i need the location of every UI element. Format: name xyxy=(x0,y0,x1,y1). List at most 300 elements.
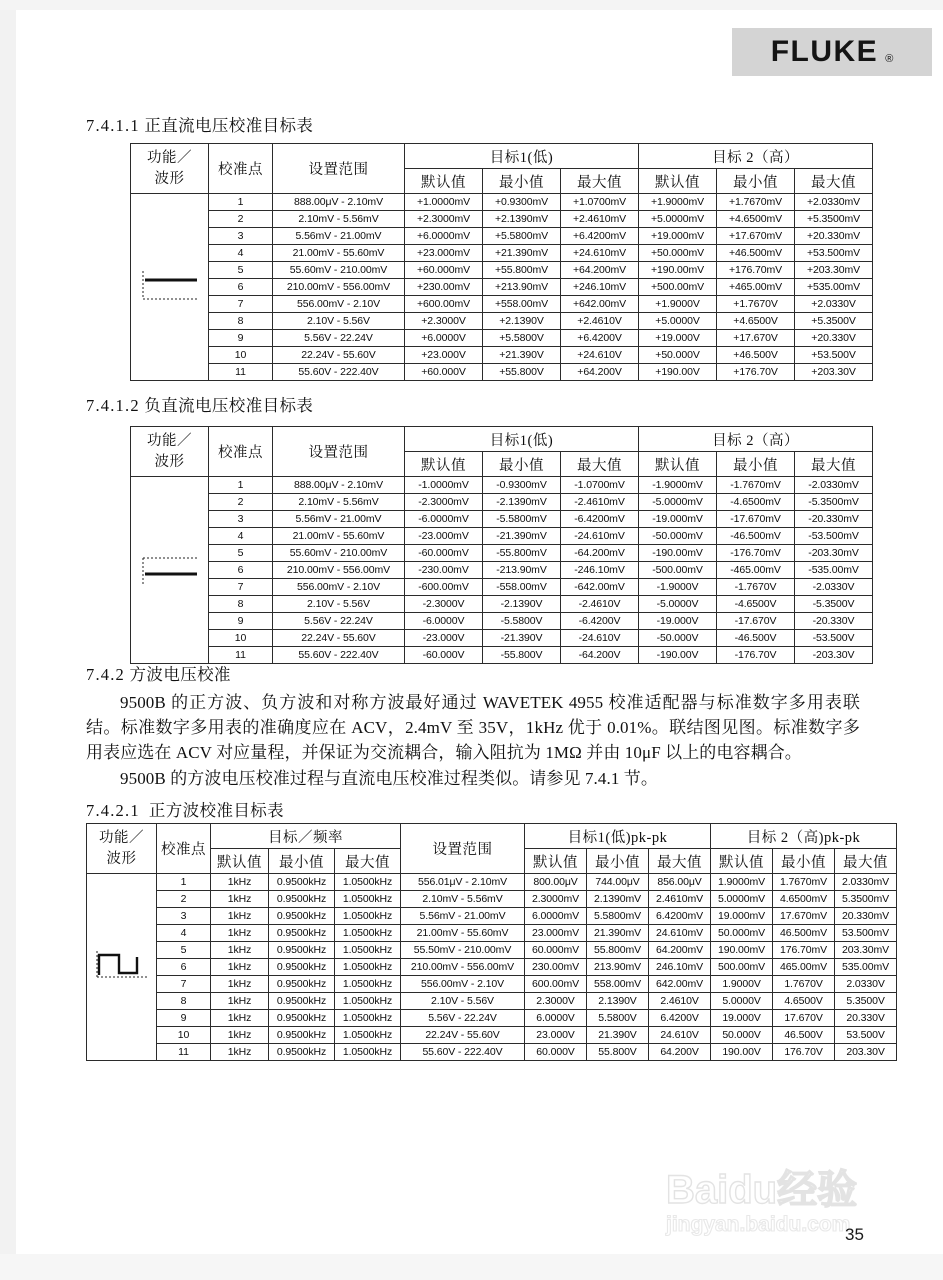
heading-7-4-1-1-title: 正直流电压校准目标表 xyxy=(144,116,314,135)
table-row xyxy=(131,596,873,613)
heading-7-4-1-2 xyxy=(86,392,313,416)
th-function-waveform xyxy=(131,144,209,194)
cell-t2-max: +5.3500V xyxy=(795,313,873,330)
th-target2-high-pkpk: 目标 2（高)pk-pk xyxy=(711,824,897,849)
cell-t1-max: -2.4610V xyxy=(561,596,639,613)
cell-t2-default: -1.9000V xyxy=(639,579,717,596)
cell-t1-max: 64.200mV xyxy=(649,942,711,959)
cell-t2-default: -19.000V xyxy=(639,613,717,630)
cell-t2-default: -5.0000V xyxy=(639,596,717,613)
cell-t2-max: 2.0330V xyxy=(835,976,897,993)
cell-t1-min: +5.5800V xyxy=(483,330,561,347)
cell-t2-max: -53.500V xyxy=(795,630,873,647)
cell-range: 22.24V - 55.60V xyxy=(401,1027,525,1044)
cell-t2-default: -50.000mV xyxy=(639,528,717,545)
cell-t2-min: +17.670V xyxy=(717,330,795,347)
paragraph-square-wave-process-text: 9500B 的方波电压校准过程与直流电压校准过程类似。请参见 7.4.1 节。 xyxy=(120,769,658,788)
th-target2-high: 目标 2（高） xyxy=(639,144,873,169)
heading-7-4-2-1-number: 7.4.2.1 xyxy=(86,801,140,820)
cell-range: 888.00μV - 2.10mV xyxy=(273,194,405,211)
cell-t1-default: -23.000mV xyxy=(405,528,483,545)
cell-t2-default: +190.00mV xyxy=(639,262,717,279)
cell-t2-min: +1.7670mV xyxy=(717,194,795,211)
cell-freq-min: 0.9500kHz xyxy=(269,1027,335,1044)
cell-t2-max: 53.500mV xyxy=(835,925,897,942)
table-row xyxy=(87,942,897,959)
table-row xyxy=(131,562,873,579)
cell-t2-min: +176.70mV xyxy=(717,262,795,279)
th-t1-default: 默认值 xyxy=(405,452,483,477)
cell-range: 55.60V - 222.40V xyxy=(273,647,405,664)
cell-t1-default: 230.00mV xyxy=(525,959,587,976)
cell-t2-default: 1.9000mV xyxy=(711,874,773,891)
cell-t2-max: +5.3500mV xyxy=(795,211,873,228)
cell-t2-min: +46.500V xyxy=(717,347,795,364)
cell-t1-default: -2.3000V xyxy=(405,596,483,613)
th-freq-default: 默认值 xyxy=(211,849,269,874)
cell-freq-max: 1.0500kHz xyxy=(335,891,401,908)
negative-dc-table-body xyxy=(131,477,873,664)
cell-t1-max: 2.4610V xyxy=(649,993,711,1010)
cell-t1-min: +0.9300mV xyxy=(483,194,561,211)
heading-7-4-2-title: 方波电压校准 xyxy=(129,665,231,684)
cell-t1-min: -0.9300mV xyxy=(483,477,561,494)
cell-t2-default: 190.00mV xyxy=(711,942,773,959)
cell-t1-default: +600.00mV xyxy=(405,296,483,313)
th-t2-min: 最小值 xyxy=(773,849,835,874)
cell-t1-default: +23.000V xyxy=(405,347,483,364)
cell-t2-min: +176.70V xyxy=(717,364,795,381)
table-row xyxy=(87,1044,897,1061)
cell-freq-min: 0.9500kHz xyxy=(269,1044,335,1061)
cell-t1-min: -2.1390V xyxy=(483,596,561,613)
cell-t2-min: 465.00mV xyxy=(773,959,835,976)
positive-square-wave-calibration-table xyxy=(86,823,897,1061)
square-wave-table-body xyxy=(87,874,897,1061)
positive-dc-level-icon xyxy=(131,194,209,381)
positive-square-wave-icon xyxy=(87,874,157,1061)
cell-range: 5.56mV - 21.00mV xyxy=(273,511,405,528)
cell-t2-max: -5.3500mV xyxy=(795,494,873,511)
table-row xyxy=(131,313,873,330)
cell-t2-default: 1.9000V xyxy=(711,976,773,993)
cell-t2-default: 19.000V xyxy=(711,1010,773,1027)
cell-cal-point: 2 xyxy=(157,891,211,908)
th-function-waveform-line1: 功能／ xyxy=(147,432,192,449)
cell-cal-point: 3 xyxy=(209,228,273,245)
cell-t2-default: -190.00mV xyxy=(639,545,717,562)
cell-t1-min: -2.1390mV xyxy=(483,494,561,511)
table-row xyxy=(87,925,897,942)
cell-range: 556.00mV - 2.10V xyxy=(401,976,525,993)
cell-t2-min: -4.6500mV xyxy=(717,494,795,511)
th-t1-default: 默认值 xyxy=(405,169,483,194)
th-t2-max: 最大值 xyxy=(835,849,897,874)
table-row xyxy=(87,874,897,891)
cell-freq-default: 1kHz xyxy=(211,874,269,891)
cell-t2-default: -5.0000mV xyxy=(639,494,717,511)
cell-t2-min: -176.70mV xyxy=(717,545,795,562)
page-edge-left xyxy=(0,0,16,1280)
cell-t1-default: -23.000V xyxy=(405,630,483,647)
cell-t2-max: +53.500mV xyxy=(795,245,873,262)
cell-freq-default: 1kHz xyxy=(211,925,269,942)
negative-dc-level-icon xyxy=(131,477,209,664)
cell-range: 55.60mV - 210.00mV xyxy=(273,262,405,279)
cell-t1-default: +60.000mV xyxy=(405,262,483,279)
table-row xyxy=(131,364,873,381)
cell-cal-point: 5 xyxy=(209,262,273,279)
cell-t2-max: -20.330mV xyxy=(795,511,873,528)
cell-range: 5.56V - 22.24V xyxy=(273,330,405,347)
th-t2-default: 默认值 xyxy=(711,849,773,874)
cell-t1-min: -213.90mV xyxy=(483,562,561,579)
th-t2-max: 最大值 xyxy=(795,452,873,477)
cell-t1-default: -6.0000mV xyxy=(405,511,483,528)
heading-7-4-2-1-title: 正方波校准目标表 xyxy=(148,801,285,820)
cell-range: 556.00mV - 2.10V xyxy=(273,579,405,596)
th-cal-point: 校准点 xyxy=(209,144,273,194)
cell-t2-max: +20.330V xyxy=(795,330,873,347)
cell-cal-point: 5 xyxy=(209,545,273,562)
cell-range: 21.00mV - 55.60mV xyxy=(273,245,405,262)
cell-t1-min: -21.390V xyxy=(483,630,561,647)
cell-t1-default: 2.3000mV xyxy=(525,891,587,908)
cell-t2-min: -4.6500V xyxy=(717,596,795,613)
cell-t1-max: +246.10mV xyxy=(561,279,639,296)
cell-t1-max: 6.4200V xyxy=(649,1010,711,1027)
cell-t1-default: -2.3000mV xyxy=(405,494,483,511)
cell-t2-max: +20.330mV xyxy=(795,228,873,245)
cell-range: 888.00μV - 2.10mV xyxy=(273,477,405,494)
cell-range: 210.00mV - 556.00mV xyxy=(273,279,405,296)
cell-t1-max: -64.200V xyxy=(561,647,639,664)
cell-t1-min: -55.800mV xyxy=(483,545,561,562)
th-function-waveform-line2: 波形 xyxy=(154,170,185,187)
cell-t2-default: -1.9000mV xyxy=(639,477,717,494)
table-row xyxy=(87,908,897,925)
cell-t1-default: 600.00mV xyxy=(525,976,587,993)
cell-freq-default: 1kHz xyxy=(211,1044,269,1061)
cell-cal-point: 11 xyxy=(157,1044,211,1061)
th-t1-min: 最小值 xyxy=(483,169,561,194)
cell-cal-point: 7 xyxy=(209,296,273,313)
cell-cal-point: 9 xyxy=(209,330,273,347)
cell-freq-default: 1kHz xyxy=(211,891,269,908)
cell-t2-min: 1.7670mV xyxy=(773,874,835,891)
cell-t1-default: 60.000mV xyxy=(525,942,587,959)
cell-freq-max: 1.0500kHz xyxy=(335,908,401,925)
th-t2-min: 最小值 xyxy=(717,452,795,477)
cell-cal-point: 1 xyxy=(209,477,273,494)
cell-t2-default: 19.000mV xyxy=(711,908,773,925)
cell-t2-max: 20.330V xyxy=(835,1010,897,1027)
cell-range: 556.00mV - 2.10V xyxy=(273,296,405,313)
cell-t2-default: 5.0000mV xyxy=(711,891,773,908)
fluke-logo-text: FLUKE xyxy=(770,35,879,68)
cell-cal-point: 3 xyxy=(157,908,211,925)
table-row xyxy=(131,477,873,494)
cell-range: 55.50mV - 210.00mV xyxy=(401,942,525,959)
table-row xyxy=(87,959,897,976)
cell-t1-default: +6.0000mV xyxy=(405,228,483,245)
cell-cal-point: 9 xyxy=(209,613,273,630)
table-row xyxy=(131,347,873,364)
table-row xyxy=(131,245,873,262)
cell-t2-min: +1.7670V xyxy=(717,296,795,313)
cell-t1-max: +64.200mV xyxy=(561,262,639,279)
cell-t2-default: -50.000V xyxy=(639,630,717,647)
th-cal-point: 校准点 xyxy=(209,427,273,477)
cell-freq-max: 1.0500kHz xyxy=(335,1044,401,1061)
cell-t2-min: -1.7670V xyxy=(717,579,795,596)
cell-t2-max: -53.500mV xyxy=(795,528,873,545)
cell-t2-min: -17.670V xyxy=(717,613,795,630)
cell-t1-max: +2.4610V xyxy=(561,313,639,330)
cell-t1-min: +558.00mV xyxy=(483,296,561,313)
cell-range: 210.00mV - 556.00mV xyxy=(401,959,525,976)
table-row xyxy=(131,528,873,545)
page-edge-bottom xyxy=(0,1254,943,1280)
cell-freq-default: 1kHz xyxy=(211,993,269,1010)
cell-t1-max: -6.4200V xyxy=(561,613,639,630)
cell-t1-min: +5.5800mV xyxy=(483,228,561,245)
cell-t1-min: 2.1390V xyxy=(587,993,649,1010)
th-setting-range: 设置范围 xyxy=(273,427,405,477)
cell-range: 5.56V - 22.24V xyxy=(273,613,405,630)
cell-cal-point: 2 xyxy=(209,494,273,511)
th-t1-max: 最大值 xyxy=(561,169,639,194)
cell-freq-min: 0.9500kHz xyxy=(269,925,335,942)
cell-t1-default: -600.00mV xyxy=(405,579,483,596)
cell-freq-min: 0.9500kHz xyxy=(269,874,335,891)
table-row xyxy=(131,494,873,511)
cell-t2-max: 535.00mV xyxy=(835,959,897,976)
cell-t1-default: 23.000V xyxy=(525,1027,587,1044)
cell-t1-default: +2.3000mV xyxy=(405,211,483,228)
cell-t1-max: -64.200mV xyxy=(561,545,639,562)
cell-t1-max: 24.610mV xyxy=(649,925,711,942)
cell-t2-max: -203.30V xyxy=(795,647,873,664)
cell-freq-min: 0.9500kHz xyxy=(269,959,335,976)
cell-t1-min: -5.5800V xyxy=(483,613,561,630)
cell-cal-point: 4 xyxy=(209,245,273,262)
table-row xyxy=(131,511,873,528)
cell-t2-min: -46.500V xyxy=(717,630,795,647)
cell-t1-min: +21.390V xyxy=(483,347,561,364)
cell-cal-point: 11 xyxy=(209,364,273,381)
cell-t1-max: -246.10mV xyxy=(561,562,639,579)
th-t2-max: 最大值 xyxy=(795,169,873,194)
th-target2-high: 目标 2（高） xyxy=(639,427,873,452)
cell-t1-max: -1.0700mV xyxy=(561,477,639,494)
cell-freq-min: 0.9500kHz xyxy=(269,993,335,1010)
table-row xyxy=(131,194,873,211)
cell-t2-default: +19.000V xyxy=(639,330,717,347)
cell-range: 2.10V - 5.56V xyxy=(401,993,525,1010)
paragraph-square-wave-process xyxy=(86,766,860,791)
cell-t2-max: 53.500V xyxy=(835,1027,897,1044)
cell-t2-default: -19.000mV xyxy=(639,511,717,528)
cell-t2-default: 500.00mV xyxy=(711,959,773,976)
negative-dc-calibration-table xyxy=(130,426,873,664)
cell-t1-min: 558.00mV xyxy=(587,976,649,993)
page-edge-top xyxy=(0,0,943,10)
cell-freq-min: 0.9500kHz xyxy=(269,891,335,908)
cell-range: 21.00mV - 55.60mV xyxy=(273,528,405,545)
cell-t1-default: +23.000mV xyxy=(405,245,483,262)
th-t1-max: 最大值 xyxy=(649,849,711,874)
cell-t2-default: +5.0000mV xyxy=(639,211,717,228)
cell-t1-max: +24.610mV xyxy=(561,245,639,262)
cell-t1-default: -6.0000V xyxy=(405,613,483,630)
cell-cal-point: 8 xyxy=(209,596,273,613)
table-row xyxy=(131,296,873,313)
cell-t1-min: +2.1390mV xyxy=(483,211,561,228)
th-t1-max: 最大值 xyxy=(561,452,639,477)
cell-t1-min: 21.390mV xyxy=(587,925,649,942)
cell-t1-max: +24.610V xyxy=(561,347,639,364)
cell-t2-min: -1.7670mV xyxy=(717,477,795,494)
cell-t1-max: +642.00mV xyxy=(561,296,639,313)
cell-range: 5.56V - 22.24V xyxy=(401,1010,525,1027)
cell-t2-default: +1.9000mV xyxy=(639,194,717,211)
th-function-waveform xyxy=(131,427,209,477)
th-function-waveform-line1: 功能／ xyxy=(99,829,144,846)
cell-t2-default: -500.00mV xyxy=(639,562,717,579)
cell-cal-point: 1 xyxy=(209,194,273,211)
heading-7-4-1-2-title: 负直流电压校准目标表 xyxy=(144,396,314,415)
cell-t2-min: 4.6500mV xyxy=(773,891,835,908)
cell-t2-max: 20.330mV xyxy=(835,908,897,925)
cell-freq-max: 1.0500kHz xyxy=(335,993,401,1010)
cell-cal-point: 7 xyxy=(157,976,211,993)
cell-t2-min: -176.70V xyxy=(717,647,795,664)
cell-t2-max: +53.500V xyxy=(795,347,873,364)
cell-t2-max: 5.3500V xyxy=(835,993,897,1010)
cell-t1-default: 6.0000V xyxy=(525,1010,587,1027)
cell-range: 22.24V - 55.60V xyxy=(273,347,405,364)
page-number: 35 xyxy=(845,1225,864,1244)
th-t1-min: 最小值 xyxy=(587,849,649,874)
cell-t1-min: +2.1390V xyxy=(483,313,561,330)
paragraph-square-wave-intro-text: 9500B 的正方波、负方波和对称方波最好通过 WAVETEK 4955 校准适配器与标准数字多用表联结。标准数字多用表的准确度应在 ACV，2.4mV 至 35V，1kHz 优于 0.01%。联结图见图。标准数字多用表应选在 ACV 对应量程，并保证为交流耦合，输入阻抗为 1MΩ 并由 10μF 以上的电容耦合。 xyxy=(86,693,860,762)
positive-dc-calibration-table xyxy=(130,143,873,381)
cell-cal-point: 6 xyxy=(209,279,273,296)
cell-t2-default: +5.0000V xyxy=(639,313,717,330)
cell-range: 2.10mV - 5.56mV xyxy=(273,494,405,511)
cell-t2-default: +500.00mV xyxy=(639,279,717,296)
cell-t2-max: 203.30mV xyxy=(835,942,897,959)
cell-cal-point: 1 xyxy=(157,874,211,891)
cell-range: 210.00mV - 556.00mV xyxy=(273,562,405,579)
th-freq-max: 最大值 xyxy=(335,849,401,874)
th-setting-range: 设置范围 xyxy=(273,144,405,194)
heading-7-4-2-number: 7.4.2 xyxy=(86,665,125,684)
cell-freq-max: 1.0500kHz xyxy=(335,1010,401,1027)
cell-t2-min: +4.6500mV xyxy=(717,211,795,228)
cell-t1-max: +1.0700mV xyxy=(561,194,639,211)
registered-trademark-icon: ® xyxy=(885,53,894,65)
cell-t1-default: -60.000V xyxy=(405,647,483,664)
table-row xyxy=(87,976,897,993)
cell-t1-min: -55.800V xyxy=(483,647,561,664)
table-row xyxy=(131,228,873,245)
th-function-waveform xyxy=(87,824,157,874)
cell-t2-min: -465.00mV xyxy=(717,562,795,579)
cell-freq-min: 0.9500kHz xyxy=(269,976,335,993)
cell-t1-max: +64.200V xyxy=(561,364,639,381)
heading-7-4-1-2-number: 7.4.1.2 xyxy=(86,396,140,415)
cell-freq-default: 1kHz xyxy=(211,976,269,993)
table-row xyxy=(87,993,897,1010)
cell-range: 5.56mV - 21.00mV xyxy=(401,908,525,925)
cell-freq-max: 1.0500kHz xyxy=(335,1027,401,1044)
cell-t2-min: 46.500V xyxy=(773,1027,835,1044)
cell-t1-max: 856.00μV xyxy=(649,874,711,891)
cell-t2-max: 2.0330mV xyxy=(835,874,897,891)
cell-t1-min: 5.5800mV xyxy=(587,908,649,925)
cell-freq-min: 0.9500kHz xyxy=(269,1010,335,1027)
cell-cal-point: 11 xyxy=(209,647,273,664)
cell-t2-max: +535.00mV xyxy=(795,279,873,296)
th-t1-default: 默认值 xyxy=(525,849,587,874)
positive-dc-table-body xyxy=(131,194,873,381)
cell-t1-default: 800.00μV xyxy=(525,874,587,891)
cell-t1-min: +21.390mV xyxy=(483,245,561,262)
cell-freq-default: 1kHz xyxy=(211,1010,269,1027)
cell-t1-default: -1.0000mV xyxy=(405,477,483,494)
th-cal-point: 校准点 xyxy=(157,824,211,874)
cell-t2-max: -2.0330mV xyxy=(795,477,873,494)
cell-cal-point: 2 xyxy=(209,211,273,228)
cell-cal-point: 6 xyxy=(209,562,273,579)
cell-range: 55.60mV - 210.00mV xyxy=(273,545,405,562)
th-t2-min: 最小值 xyxy=(717,169,795,194)
cell-cal-point: 10 xyxy=(157,1027,211,1044)
cell-cal-point: 7 xyxy=(209,579,273,596)
cell-t1-max: 642.00mV xyxy=(649,976,711,993)
cell-t2-default: 5.0000V xyxy=(711,993,773,1010)
table-row xyxy=(87,1010,897,1027)
th-t2-default: 默认值 xyxy=(639,169,717,194)
table-row xyxy=(131,330,873,347)
cell-t1-min: 2.1390mV xyxy=(587,891,649,908)
cell-t2-max: +203.30mV xyxy=(795,262,873,279)
cell-t1-min: 55.800V xyxy=(587,1044,649,1061)
cell-t1-default: -60.000mV xyxy=(405,545,483,562)
cell-freq-max: 1.0500kHz xyxy=(335,959,401,976)
cell-t1-max: 2.4610mV xyxy=(649,891,711,908)
cell-cal-point: 9 xyxy=(157,1010,211,1027)
cell-t2-min: +4.6500V xyxy=(717,313,795,330)
cell-t1-max: +6.4200mV xyxy=(561,228,639,245)
cell-t1-default: 2.3000V xyxy=(525,993,587,1010)
cell-range: 55.60V - 222.40V xyxy=(401,1044,525,1061)
heading-7-4-1-1-number: 7.4.1.1 xyxy=(86,116,140,135)
cell-t2-min: 176.70V xyxy=(773,1044,835,1061)
cell-t2-default: +190.00V xyxy=(639,364,717,381)
cell-t2-max: -5.3500V xyxy=(795,596,873,613)
cell-t2-default: 50.000mV xyxy=(711,925,773,942)
cell-t1-max: 64.200V xyxy=(649,1044,711,1061)
cell-t1-max: -24.610V xyxy=(561,630,639,647)
cell-t1-max: +2.4610mV xyxy=(561,211,639,228)
cell-range: 2.10mV - 5.56mV xyxy=(401,891,525,908)
cell-t1-max: -24.610mV xyxy=(561,528,639,545)
cell-t2-max: +203.30V xyxy=(795,364,873,381)
cell-t1-max: 24.610V xyxy=(649,1027,711,1044)
